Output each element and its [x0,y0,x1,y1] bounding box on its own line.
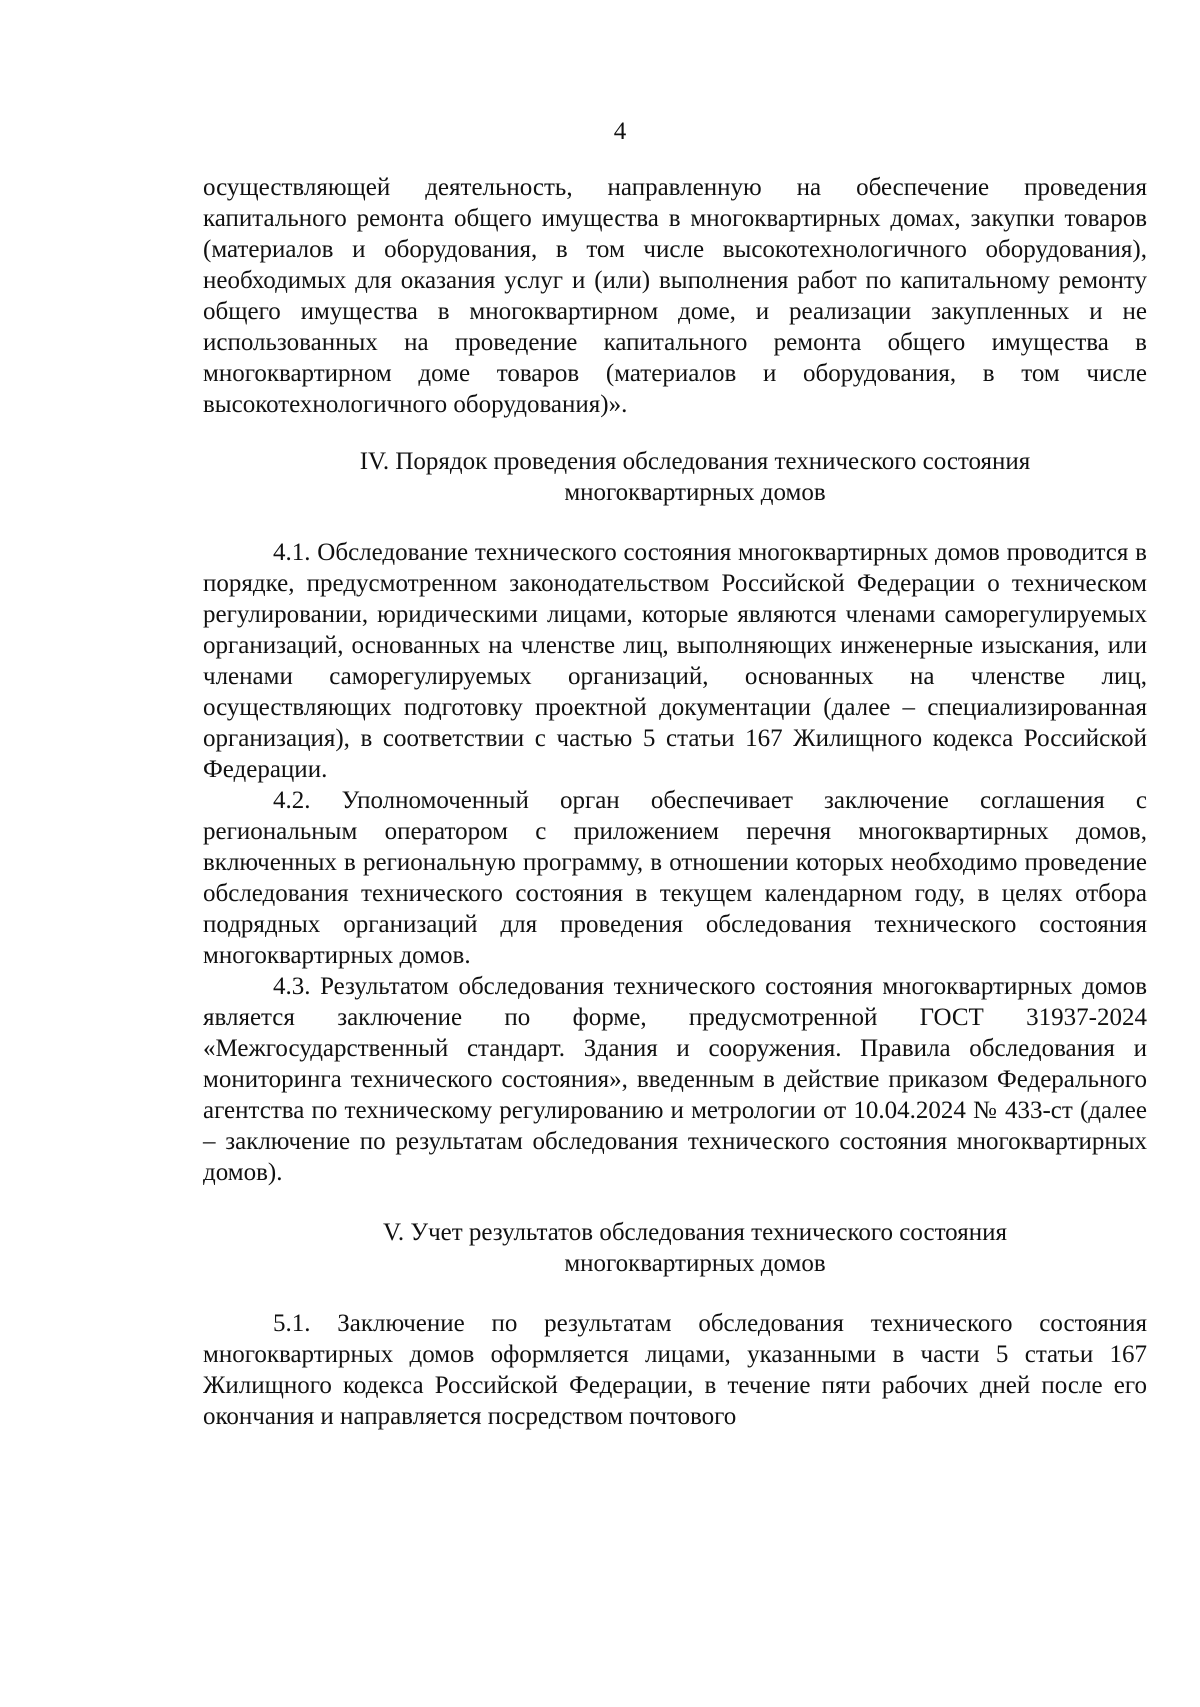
section-4-heading-line-1: IV. Порядок проведения обследования технического состояния [359,448,1031,475]
section-4-heading [203,446,1147,508]
continuation-paragraph: осуществляющей деятельность, направленную на обеспечение проведения капитального ремонта общего имущества в многоквартирных домах, закупки товаров (материалов и оборудования, в том числе высокотехнологичного оборудования), необходимых для оказания услуг и (или) выполнения работ по капитальному ремонту общего имущества в многоквартирном доме, и реализации закупленных и не использованных на проведение капитального ремонта общего имущества в многоквартирном доме товаров (материалов и оборудования, в том числе высокотехнологичного оборудования)». [203,174,1147,418]
page-number: 4 [613,118,627,145]
section-5-heading-line-2: многоквартирных домов [564,1250,826,1277]
section-5-heading-line-1: V. Учет результатов обследования технического состояния [383,1219,1007,1246]
paragraph-4-1: 4.1. Обследование технического состояния многоквартирных домов проводится в порядке, предусмотренном законодательством Российской Федерации о техническом регулировании, юридическими лицами, которые являются членами саморегулируемых организаций, основанных на членстве лиц, выполняющих инженерные изыскания, или членами саморегулируемых организаций, основанных на членстве лиц, осуществляющих подготовку проектной документации (далее – специализированная организация), в соответствии с частью 5 статьи 167 Жилищного кодекса Российской Федерации. [203,539,1147,783]
paragraph-5-1: 5.1. Заключение по результатам обследования технического состояния многоквартирных домов оформляется лицами, указанными в части 5 статьи 167 Жилищного кодекса Российской Федерации, в течение пяти рабочих дней после его окончания и направляется посредством почтового [203,1310,1147,1430]
paragraph-4-3: 4.3. Результатом обследования технического состояния многоквартирных домов является заключение по форме, предусмотренной ГОСТ 31937-2024 «Межгосударственный стандарт. Здания и сооружения. Правила обследования и мониторинга технического состояния», введенным в действие приказом Федерального агентства по техническому регулированию и метрологии от 10.04.2024 № 433-ст (далее – заключение по результатам обследования технического состояния многоквартирных домов). [203,973,1147,1186]
document-body [203,172,1147,1432]
section-5-heading [203,1217,1147,1279]
paragraph-4-2: 4.2. Уполномоченный орган обеспечивает заключение соглашения с региональным оператором с приложением перечня многоквартирных домов, включенных в региональную программу, в отношении которых необходимо проведение обследования технического состояния в текущем календарном году, в целях отбора подрядных организаций для проведения обследования технического состояния многоквартирных домов. [203,787,1147,969]
section-4-heading-line-2: многоквартирных домов [564,479,826,506]
